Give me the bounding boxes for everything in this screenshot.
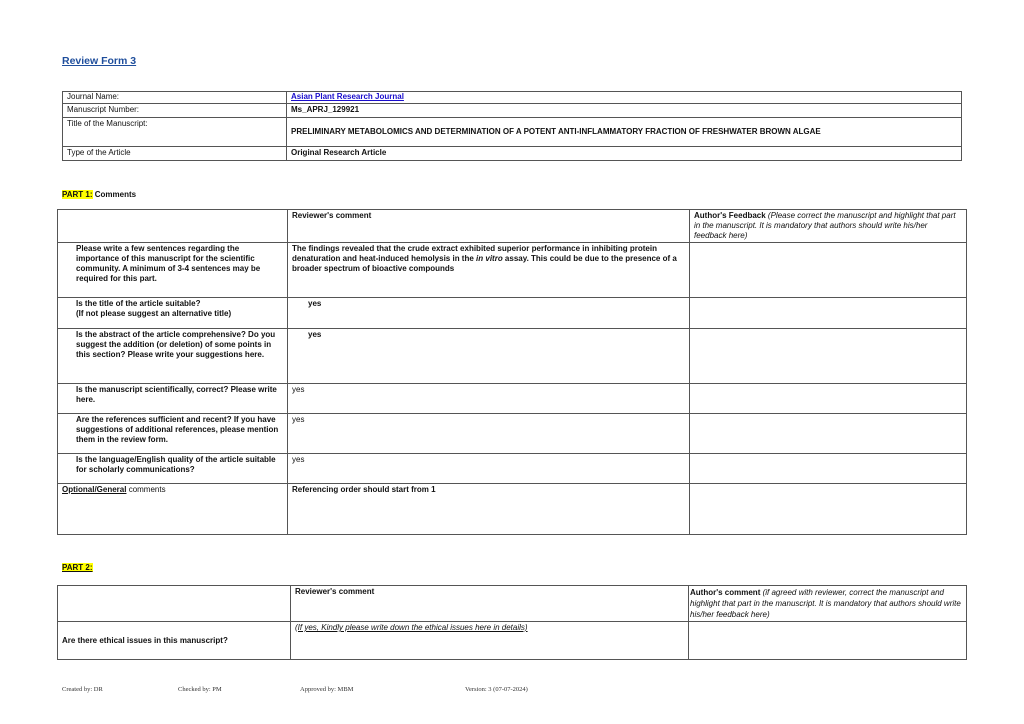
footer-created: Created by: DR	[62, 686, 103, 693]
author-feedback-cell[interactable]	[690, 329, 967, 384]
journal-name-label: Journal Name:	[63, 92, 287, 104]
part1-heading	[62, 190, 136, 199]
reviewer-comment-ethical[interactable]: (If yes, Kindly please write down the ethical issues here in details)	[291, 622, 689, 660]
author-comment-title: Author's comment	[690, 588, 761, 597]
reviewer-comment-header: Reviewer's comment	[291, 586, 689, 622]
reviewer-comment-language[interactable]: yes	[288, 454, 690, 484]
question-references: Are the references sufficient and recent? If you have suggestions of additional references, please mention them in the review form.	[58, 414, 288, 454]
question-importance: Please write a few sentences regarding the importance of this manuscript for the scientific community. A minimum of 3-4 sentences may be required for this part.	[58, 243, 288, 298]
author-feedback-cell[interactable]	[690, 484, 967, 535]
reviewer-comment-references[interactable]: yes	[288, 414, 690, 454]
form-title: Review Form 3	[62, 55, 137, 67]
comment-text-2: assay. This could be due to the presence of a broader spectrum of bioactive compounds	[292, 254, 677, 273]
question-title: Is the title of the article suitable? (If not please suggest an alternative title)	[58, 298, 288, 329]
author-feedback-cell[interactable]	[690, 414, 967, 454]
part2-heading: PART 2:	[62, 563, 93, 572]
part1-table	[57, 209, 967, 535]
article-type-value: Original Research Article	[287, 147, 962, 161]
manuscript-info-table	[62, 91, 962, 161]
author-feedback-note: (Please correct the manuscript and highlight that part in the manuscript. It is mandatory that authors should write his/her feedback here)	[694, 211, 956, 240]
reviewer-comment-optional[interactable]: Referencing order should start from 1	[288, 484, 690, 535]
reviewer-comment-abstract[interactable]: yes	[288, 329, 690, 384]
manuscript-number-label: Manuscript Number:	[63, 104, 287, 118]
footer-approved: Approved by: MBM	[300, 686, 354, 693]
author-feedback-cell[interactable]	[690, 298, 967, 329]
manuscript-title-value: PRELIMINARY METABOLOMICS AND DETERMINATION OF A POTENT ANTI-INFLAMMATORY FRACTION OF FRESHWATER BROWN ALGAE	[287, 118, 962, 147]
reviewer-comment-importance[interactable]	[288, 243, 690, 298]
footer-checked: Checked by: PM	[178, 686, 222, 693]
part2-table	[57, 585, 967, 660]
author-feedback-title: Author's Feedback	[694, 211, 766, 220]
comment-italic: in vitro	[476, 254, 503, 263]
question-abstract: Is the abstract of the article comprehensive? Do you suggest the addition (or deletion) of some points in this section? Please write your suggestions here.	[58, 329, 288, 384]
footer-version: Version: 3 (07-07-2024)	[465, 686, 528, 693]
question-scientific: Is the manuscript scientifically, correct? Please write here.	[58, 384, 288, 414]
journal-name-link[interactable]: Asian Plant Research Journal	[287, 92, 962, 104]
comment-text: The findings revealed that the crude extract exhibited superior performance in inhibiting protein denaturation and heat-induced hemolysis in the	[292, 244, 657, 263]
empty-header-cell	[58, 586, 291, 622]
empty-header-cell	[58, 210, 288, 243]
optional-label: Optional/General	[62, 485, 127, 494]
author-feedback-cell[interactable]	[690, 243, 967, 298]
question-ethical: Are there ethical issues in this manuscript?	[58, 622, 291, 660]
author-comment-header	[689, 586, 967, 622]
question-language: Is the language/English quality of the article suitable for scholarly communications?	[58, 454, 288, 484]
manuscript-title-label: Title of the Manuscript:	[63, 118, 287, 147]
manuscript-number-value: Ms_APRJ_129921	[287, 104, 962, 118]
author-feedback-cell[interactable]	[690, 384, 967, 414]
reviewer-comment-title[interactable]: yes	[288, 298, 690, 329]
author-feedback-cell[interactable]	[690, 454, 967, 484]
article-type-label: Type of the Article	[63, 147, 287, 161]
author-comment-note: (if agreed with reviewer, correct the manuscript and highlight that part in the manuscript. It is mandatory that authors should write his/her feedback here)	[690, 588, 961, 619]
author-comment-cell[interactable]	[689, 622, 967, 660]
reviewer-comment-scientific[interactable]: yes	[288, 384, 690, 414]
reviewer-comment-header: Reviewer's comment	[288, 210, 690, 243]
part1-suffix: Comments	[92, 190, 137, 199]
optional-comments-label	[58, 484, 288, 535]
author-feedback-header	[690, 210, 967, 243]
optional-suffix: comments	[126, 485, 166, 494]
part1-label: PART 1:	[62, 190, 93, 199]
